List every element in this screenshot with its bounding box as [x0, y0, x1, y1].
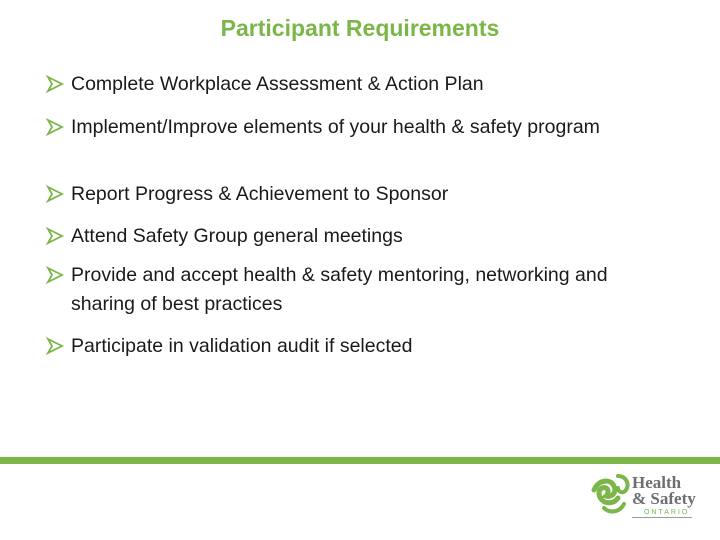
arrow-bullet-icon — [46, 118, 64, 136]
arrow-bullet-icon — [46, 227, 64, 245]
bullet-item — [46, 222, 666, 251]
bullet-text: Provide and accept health & safety mentoring, networking and sharing of best practices — [71, 264, 608, 315]
bullet-text: Complete Workplace Assessment & Action Plan — [71, 73, 484, 95]
bullet-text: Attend Safety Group general meetings — [71, 225, 403, 247]
bullet-item — [46, 180, 666, 209]
footer-divider — [0, 457, 720, 464]
bullet-text: Implement/Improve elements of your health & safety program — [71, 116, 600, 138]
logo-line-3: ONTARIO — [644, 509, 690, 516]
logo-line-2: & Safety — [632, 489, 696, 508]
arrow-bullet-icon — [46, 185, 64, 203]
logo-tagline-rule — [632, 517, 692, 518]
bullet-text: Participate in validation audit if selected — [71, 335, 413, 357]
hands-logo-icon — [594, 476, 628, 511]
bullet-item — [46, 261, 666, 319]
bullet-text: Report Progress & Achievement to Sponsor — [71, 183, 449, 205]
arrow-bullet-icon — [46, 337, 64, 355]
arrow-bullet-icon — [46, 75, 64, 93]
bullet-item — [46, 70, 666, 99]
logo-line-1: Health — [632, 473, 682, 492]
health-safety-ontario-logo — [588, 468, 712, 522]
arrow-bullet-icon — [46, 266, 64, 284]
bullet-item — [46, 113, 666, 142]
bullet-item — [46, 332, 666, 361]
slide-title: Participant Requirements — [220, 15, 500, 41]
